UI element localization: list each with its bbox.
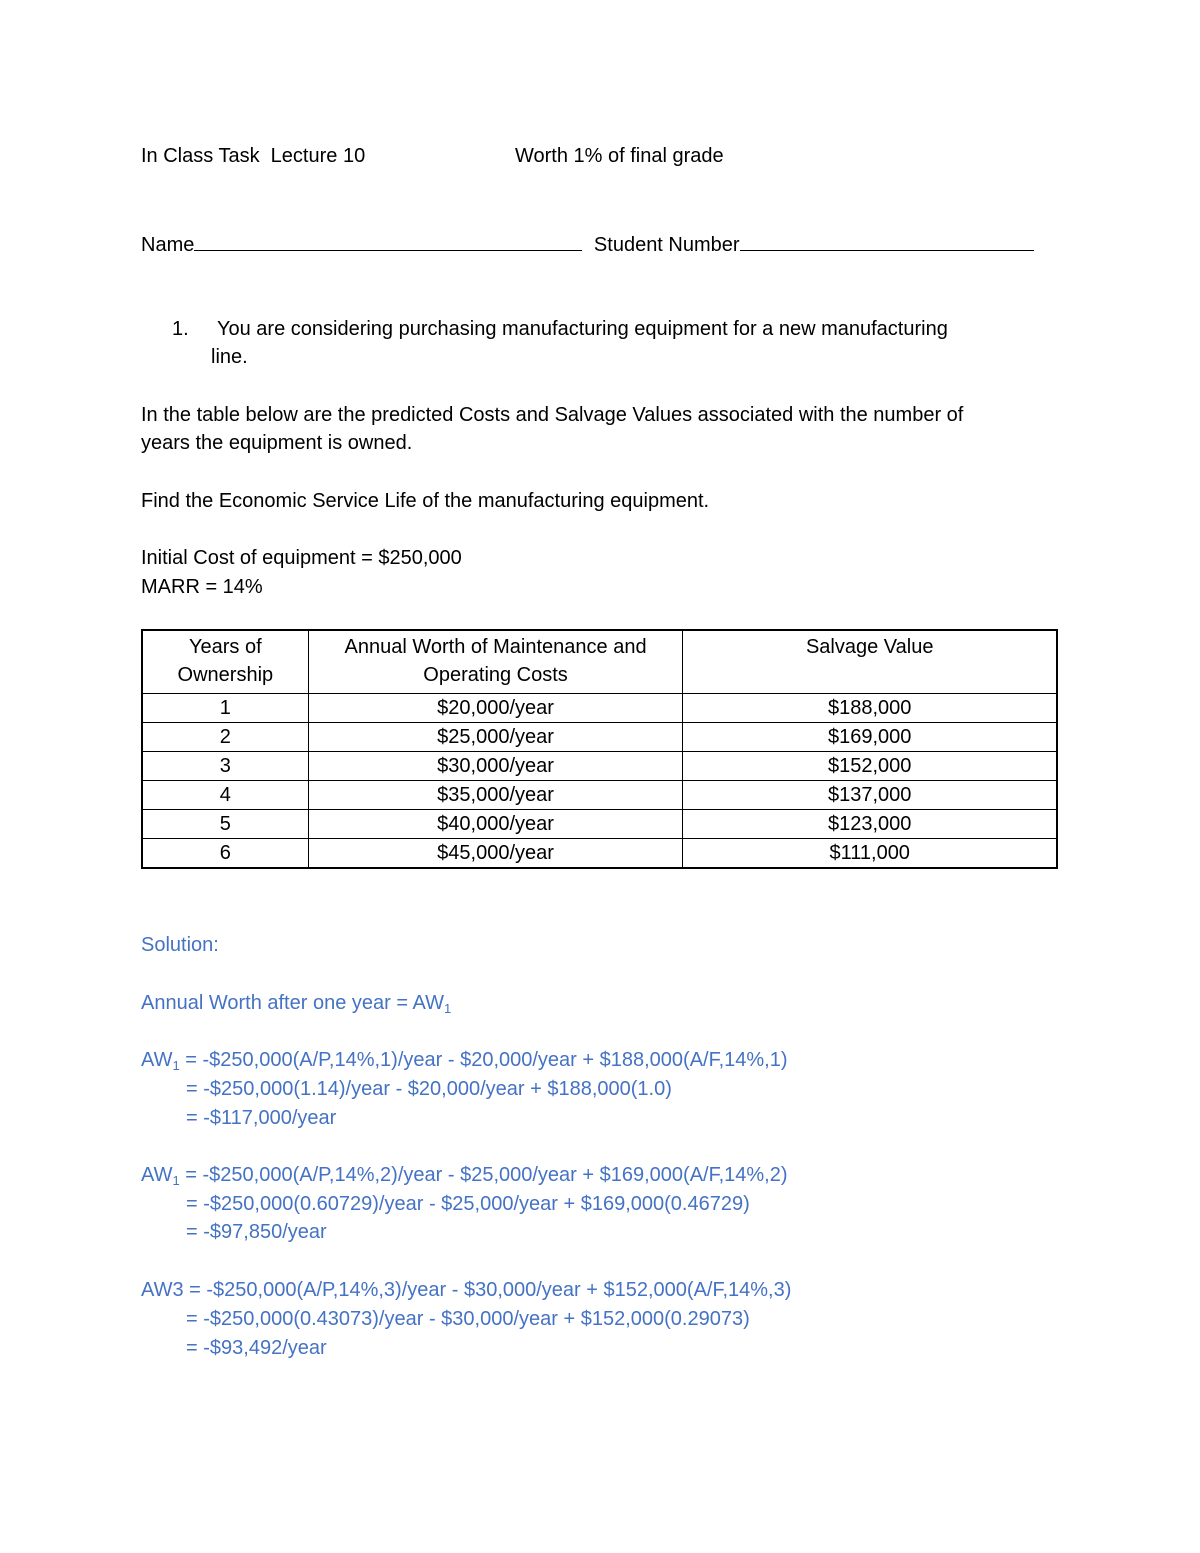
cell-salvage: $169,000 xyxy=(683,723,1057,752)
cell-cost: $35,000/year xyxy=(308,781,683,810)
cell-salvage: $188,000 xyxy=(683,694,1057,723)
marr: MARR = 14% xyxy=(141,576,263,598)
table-row xyxy=(142,723,1057,752)
aw3-line-2: = -$250,000(0.43073)/year - $30,000/year + $152,000(0.29073) xyxy=(186,1308,750,1330)
name-blank-line[interactable] xyxy=(194,228,582,251)
header-salvage: Salvage Value xyxy=(683,630,1057,694)
solution-intro: Annual Worth after one year = $AW_1$ xyxy=(141,992,452,1016)
table-row xyxy=(142,694,1057,723)
cell-cost: $30,000/year xyxy=(308,752,683,781)
cost-salvage-table xyxy=(141,629,1058,869)
paragraph-1-line-2: years the equipment is owned. xyxy=(141,432,413,454)
initial-cost: Initial Cost of equipment = $250,000 xyxy=(141,547,462,569)
cell-years: 5 xyxy=(142,810,308,839)
question-line-1: You are considering purchasing manufacturing equipment for a new manufacturing xyxy=(217,318,948,340)
header-worth: Worth 1% of final grade xyxy=(515,145,724,167)
cell-salvage: $137,000 xyxy=(683,781,1057,810)
aw1-line-1: $AW_1$ = -$250,000(A/P,14%,1)/year - $20,000/year + $188,000(A/F,14%,1) xyxy=(141,1049,788,1073)
table-header-row xyxy=(142,630,1057,694)
solution-title: Solution: xyxy=(141,934,219,956)
cell-cost: $25,000/year xyxy=(308,723,683,752)
aw1-line-3: = -$117,000/year xyxy=(186,1107,337,1129)
cell-years: 3 xyxy=(142,752,308,781)
table-row xyxy=(142,839,1057,869)
aw2-line-1: $AW_1$ = -$250,000(A/P,14%,2)/year - $25,000/year + $169,000(A/F,14%,2) xyxy=(141,1164,788,1188)
cell-years: 4 xyxy=(142,781,308,810)
task-title: In Class Task Lecture 10 xyxy=(141,145,366,167)
table-row xyxy=(142,781,1057,810)
paragraph-1-line-1: In the table below are the predicted Costs and Salvage Values associated with the number of xyxy=(141,404,964,426)
cell-salvage: $152,000 xyxy=(683,752,1057,781)
aw1-line-2: = -$250,000(1.14)/year - $20,000/year + $188,000(1.0) xyxy=(186,1078,672,1100)
header-annual-worth: Annual Worth of Maintenance and Operating Costs xyxy=(308,630,683,694)
student-number-label: Student Number xyxy=(593,234,740,256)
aw2-line-3: = -$97,850/year xyxy=(186,1221,327,1243)
paragraph-2: Find the Economic Service Life of the manufacturing equipment. xyxy=(141,490,710,512)
cell-salvage: $111,000 xyxy=(683,839,1057,869)
cell-cost: $40,000/year xyxy=(308,810,683,839)
cell-years: 6 xyxy=(142,839,308,869)
cell-years: 1 xyxy=(142,694,308,723)
student-number-blank-line[interactable] xyxy=(740,228,1034,251)
aw3-line-3: = -$93,492/year xyxy=(186,1337,327,1359)
question-line-2: line. xyxy=(211,346,248,368)
aw2-line-2: = -$250,000(0.60729)/year - $25,000/year + $169,000(0.46729) xyxy=(186,1193,750,1215)
name-label: Name xyxy=(141,234,195,256)
header-years: Years of Ownership xyxy=(142,630,308,694)
name-field-row xyxy=(141,228,1034,259)
cell-salvage: $123,000 xyxy=(683,810,1057,839)
table-row xyxy=(142,752,1057,781)
header-task xyxy=(141,142,365,170)
aw3-line-1: AW3 = -$250,000(A/P,14%,3)/year - $30,000/year + $152,000(A/F,14%,3) xyxy=(141,1279,792,1301)
table-row xyxy=(142,810,1057,839)
question-number: 1. xyxy=(172,318,189,340)
cell-years: 2 xyxy=(142,723,308,752)
cell-cost: $45,000/year xyxy=(308,839,683,869)
cell-cost: $20,000/year xyxy=(308,694,683,723)
